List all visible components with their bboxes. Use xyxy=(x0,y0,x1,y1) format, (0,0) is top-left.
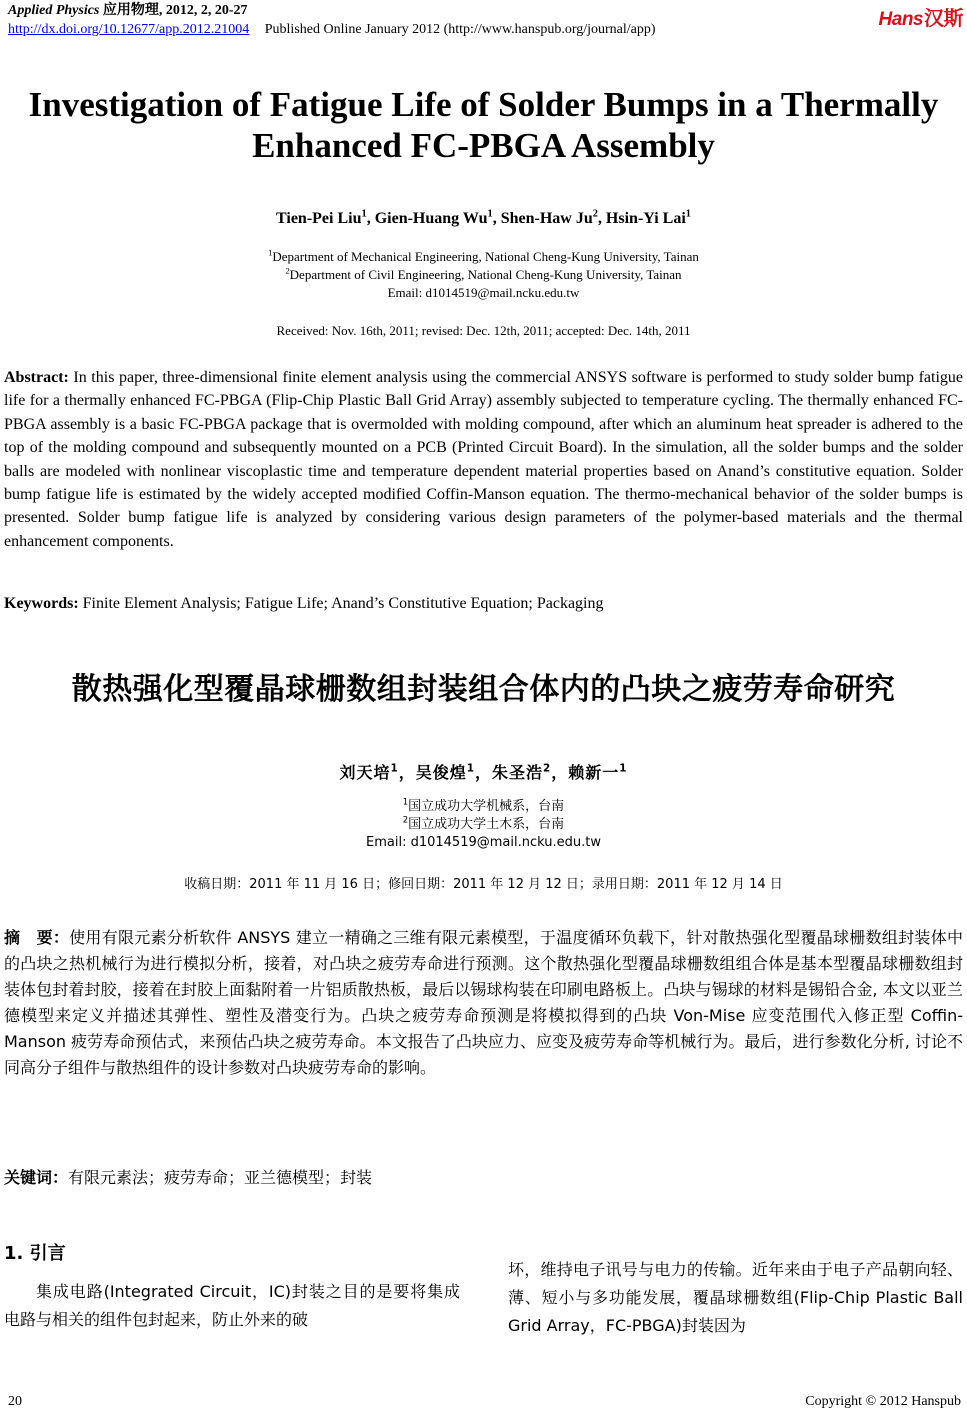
journal-volume: , 2012, 2, 20-27 xyxy=(158,3,248,18)
keywords-cn-text: 有限元素法；疲劳寿命；亚兰德模型；封装 xyxy=(68,1168,373,1187)
author: 吴俊煌 xyxy=(415,763,467,782)
affiliation-cn-1 xyxy=(0,798,967,816)
author: 刘天培 xyxy=(339,763,391,782)
author-sep: ， xyxy=(474,763,492,782)
page-header xyxy=(8,2,963,48)
author-affil-sup: 1 xyxy=(361,208,367,220)
author-affil-sup: 1 xyxy=(466,762,475,775)
body-paragraph: 集成电路(Integrated Circuit，IC)封装之目的是要将集成电路与相关的组件包封起来，防止外来的破 xyxy=(4,1282,460,1329)
affil-text: Department of Civil Engineering, National Cheng-Kung University, Tainan xyxy=(289,267,682,282)
paper-title-en xyxy=(0,84,967,166)
affiliation-1 xyxy=(0,248,967,266)
author: 朱圣浩 xyxy=(492,763,544,782)
author-sep: ， xyxy=(398,763,416,782)
author-sep: ， xyxy=(551,763,569,782)
logo-text-cn: 汉斯 xyxy=(924,8,963,30)
affil-sup: 1 xyxy=(402,796,409,807)
authors-cn xyxy=(0,760,967,783)
affil-text: 国立成功大学机械系，台南 xyxy=(408,799,565,814)
author-affil-sup: 1 xyxy=(390,762,399,775)
affiliations-en xyxy=(0,248,967,302)
author-affil-sup: 2 xyxy=(592,208,598,220)
paper-title-cn: 散热强化型覆晶球栅数组封装组合体内的凸块之疲劳寿命研究 xyxy=(71,672,896,707)
header-line-2 xyxy=(8,20,963,40)
email-en: Email: d1014519@mail.ncku.edu.tw xyxy=(387,285,580,300)
received-cn: 收稿日期：2011 年 11 月 16 日；修回日期：2011 年 12 月 12 日；录用日期：2011 年 12 月 14 日 xyxy=(184,877,783,892)
abstract-cn xyxy=(4,925,963,1081)
doi-link[interactable]: http://dx.doi.org/10.12677/app.2012.21004 xyxy=(8,22,250,37)
logo-text: Hans xyxy=(878,9,923,30)
abstract-en xyxy=(4,366,963,553)
author-affil-sup: 1 xyxy=(619,762,628,775)
section-heading: 1. 引言 xyxy=(4,1243,66,1264)
received-en: Received: Nov. 16th, 2011; revised: Dec. 12th, 2011; accepted: Dec. 14th, 2011 xyxy=(276,323,691,338)
page-footer xyxy=(8,1394,961,1410)
author-affil-sup: 2 xyxy=(543,762,552,775)
affiliations-cn xyxy=(0,798,967,852)
journal-name-cn: 应用物理 xyxy=(102,3,159,18)
affil-text: Department of Mechanical Engineering, National Cheng-Kung University, Tainan xyxy=(272,249,699,264)
keywords-cn-label: 关键词： xyxy=(4,1168,69,1187)
body-column-right xyxy=(508,1256,963,1340)
affil-sup: 2 xyxy=(285,265,290,276)
author-sep: , xyxy=(366,210,375,227)
title-en-line2: Enhanced FC-PBGA Assembly xyxy=(252,126,715,165)
author-affil-sup: 1 xyxy=(487,208,493,220)
author: Shen-Haw Ju xyxy=(500,210,593,227)
authors-en xyxy=(0,210,967,228)
hans-logo xyxy=(879,2,963,31)
keywords-cn xyxy=(4,1165,963,1188)
abstract-cn-label: 摘 要： xyxy=(4,928,70,947)
author-affil-sup: 1 xyxy=(685,208,691,220)
journal-citation xyxy=(8,2,963,20)
keywords-text: Finite Element Analysis; Fatigue Life; Anand’s Constitutive Equation; Packaging xyxy=(78,595,604,612)
body-column-left xyxy=(4,1240,460,1334)
author: Tien-Pei Liu xyxy=(276,210,362,227)
author-sep: , xyxy=(597,210,606,227)
affil-text: 国立成功大学土木系，台南 xyxy=(408,817,565,832)
keywords-en xyxy=(4,595,963,613)
author: Gien-Huang Wu xyxy=(374,210,488,227)
abstract-label: Abstract: xyxy=(4,369,69,386)
author: 赖新一 xyxy=(568,763,620,782)
published-online: Published Online January 2012 (http://www.hanspub.org/journal/app) xyxy=(264,22,656,37)
affil-sup: 1 xyxy=(268,247,273,258)
author: Hsin-Yi Lai xyxy=(605,210,686,227)
keywords-label: Keywords: xyxy=(4,595,79,612)
abstract-cn-text: 使用有限元素分析软件 ANSYS 建立一精确之三维有限元素模型，于温度循环负载下，针对散热强化型覆晶球栅数组封装体中的凸块之热机械行为进行模拟分析，接着，对凸块之疲劳寿命进行预测。这个散热强化型覆晶球栅数组组合体是基本型覆晶球栅数组封装体包封着封胶，接着在封胶上面黏附着一片铝质散热板，最后以锡球构装在印刷电路板上。凸块与锡球的材料是锡铅合金, 本文以亚兰德模型来定义并描述其弹性、塑性及潜变行为。凸块之疲劳寿命预测是将模拟得到的凸块 Von-Mise 应变范围代入修正型 Coffin-Manson 疲劳寿命预估式，来预估凸块之疲劳寿命。本文报告了凸块应力、应变及疲劳寿命等机械行为。最后，进行参数化分析, 讨论不同高分子组件与散热组件的设计参数对凸块疲劳寿命的影响。 xyxy=(4,928,963,1077)
author-sep: , xyxy=(492,210,501,227)
email-cn: Email: d1014519@mail.ncku.edu.tw xyxy=(366,835,601,850)
affiliation-cn-2 xyxy=(0,816,967,834)
copyright: Copyright © 2012 Hanspub xyxy=(805,1394,961,1409)
page-number: 20 xyxy=(8,1394,22,1409)
affiliation-2 xyxy=(0,266,967,284)
journal-name: Applied Physics xyxy=(8,3,100,18)
affil-sup: 2 xyxy=(402,814,409,825)
abstract-text: In this paper, three-dimensional finite element analysis using the commercial ANSYS software is performed to study solder bump fatigue life for a thermally enhanced FC-PBGA (Flip-Chip Plastic Ball Grid Array) assembly subjected to temperature cycling. The thermally enhanced FC-PBGA assembly is a basic FC-PBGA package that is overmolded with molding compound, after which an aluminum heat spreader is adhered to the top of the molding compound and subsequently mounted on a PCB (Printed Circuit Board). In the simulation, all the solder bumps and the solder balls are modeled with nonlinear viscoplastic time and temperature dependent material properties based on Anand’s constitutive equation. Solder bump fatigue life is estimated by the widely accepted modified Coffin-Manson equation. The thermo-mechanical behavior of the solder bumps is presented. Solder bump fatigue life is analyzed by considering various design parameters of the polymer-based materials and the thermal enhancement components. xyxy=(4,369,963,550)
body-paragraph: 坏，维持电子讯号与电力的传输。近年来由于电子产品朝向轻、薄、短小与多功能发展，覆晶球栅数组(Flip-Chip Plastic Ball Grid Array，FC-PBGA)封装因为 xyxy=(508,1260,963,1335)
title-en-line1: Investigation of Fatigue Life of Solder Bumps in a Thermally xyxy=(28,85,939,124)
